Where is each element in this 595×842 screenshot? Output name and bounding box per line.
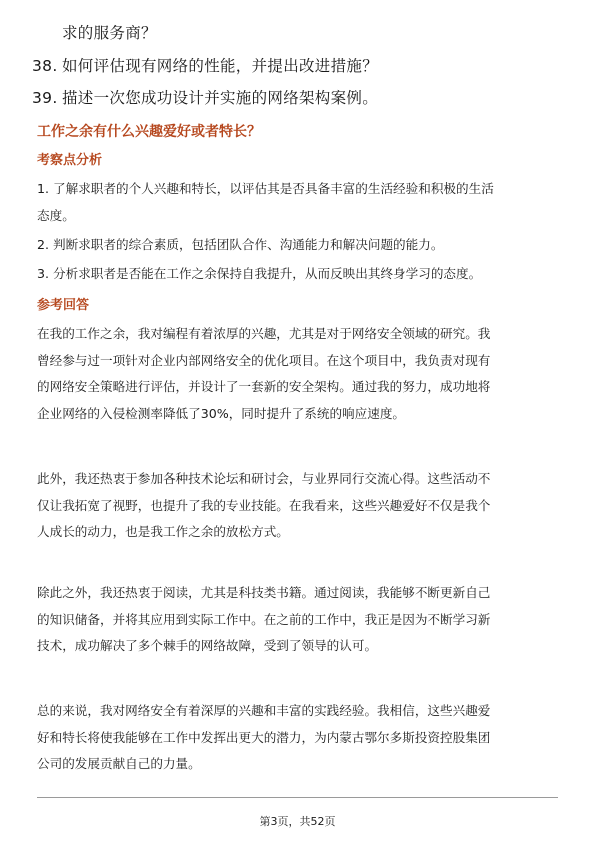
question-item-38 (32, 56, 378, 76)
text-line: 2. 判断求职者的综合素质，包括团队合作、沟通能力和解决问题的能力。 (37, 237, 444, 252)
analysis-point-3 (37, 261, 559, 288)
text-line: 除此之外，我还热衷于阅读，尤其是科技类书籍。通过阅读，我能够不断更新自己 (37, 585, 491, 600)
answer-paragraph-3 (37, 580, 559, 660)
page-footer: 第3页，共52页 (259, 815, 336, 828)
text-line: 好和特长将使我能够在工作中发挥出更大的潜力，为内蒙古鄂尔多斯投资控股集团 (37, 729, 491, 745)
text-line: 此外，我还热衷于参加各种技术论坛和研讨会，与业界同行交流心得。这些活动不 (37, 471, 491, 486)
question-item-39 (32, 88, 378, 108)
text-line: 技术，成功解决了多个棘手的网络故障，受到了领导的认可。 (37, 638, 378, 653)
text-line: 在我的工作之余，我对编程有着浓厚的兴趣，尤其是对于网络安全领域的研究。我 (37, 326, 491, 341)
answer-paragraph-1 (37, 321, 559, 427)
question-number: 39. (32, 89, 58, 107)
text-line: 的网络安全策略进行评估，并设计了一套新的安全架构。通过我的努力，成功地将 (37, 379, 491, 394)
text-line: 3. 分析求职者是否能在工作之余保持自我提升，从而反映出其终身学习的态度。 (37, 266, 482, 281)
text-line: 企业网络的入侵检测率降低了30%，同时提升了系统的响应速度。 (37, 405, 406, 421)
question-continuation: 求的服务商？ (62, 24, 157, 42)
question-number: 38. (32, 57, 58, 75)
answer-heading: 参考回答 (37, 298, 90, 313)
analysis-point-2 (37, 232, 559, 259)
text-line: 仅让我拓宽了视野，也提升了我的专业技能。在我看来，这些兴趣爱好不仅是我个 (37, 497, 491, 513)
text-line: 总的来说，我对网络安全有着深厚的兴趣和丰富的实践经验。我相信，这些兴趣爱 (37, 703, 491, 718)
text-line: 态度。 (37, 207, 75, 223)
question-text: 描述一次您成功设计并实施的网络架构案例。 (62, 89, 379, 107)
answer-paragraph-2 (37, 466, 559, 546)
section-title: 工作之余有什么兴趣爱好或者特长？ (37, 124, 261, 140)
text-line: 曾经参与过一项针对企业内部网络安全的优化项目。在这个项目中，我负责对现有 (37, 352, 491, 368)
analysis-heading: 考察点分析 (37, 153, 103, 168)
text-line: 1. 了解求职者的个人兴趣和特长，以评估其是否具备丰富的生活经验和积极的生活 (37, 181, 494, 196)
text-line: 的知识储备，并将其应用到实际工作中。在之前的工作中，我正是因为不断学习新 (37, 611, 491, 627)
answer-paragraph-4 (37, 698, 559, 778)
text-line: 公司的发展贡献自己的力量。 (37, 756, 201, 771)
question-text: 如何评估现有网络的性能，并提出改进措施？ (62, 57, 379, 75)
footer-divider (37, 797, 558, 798)
text-line: 人成长的动力，也是我工作之余的放松方式。 (37, 524, 289, 539)
analysis-point-1 (37, 176, 559, 229)
